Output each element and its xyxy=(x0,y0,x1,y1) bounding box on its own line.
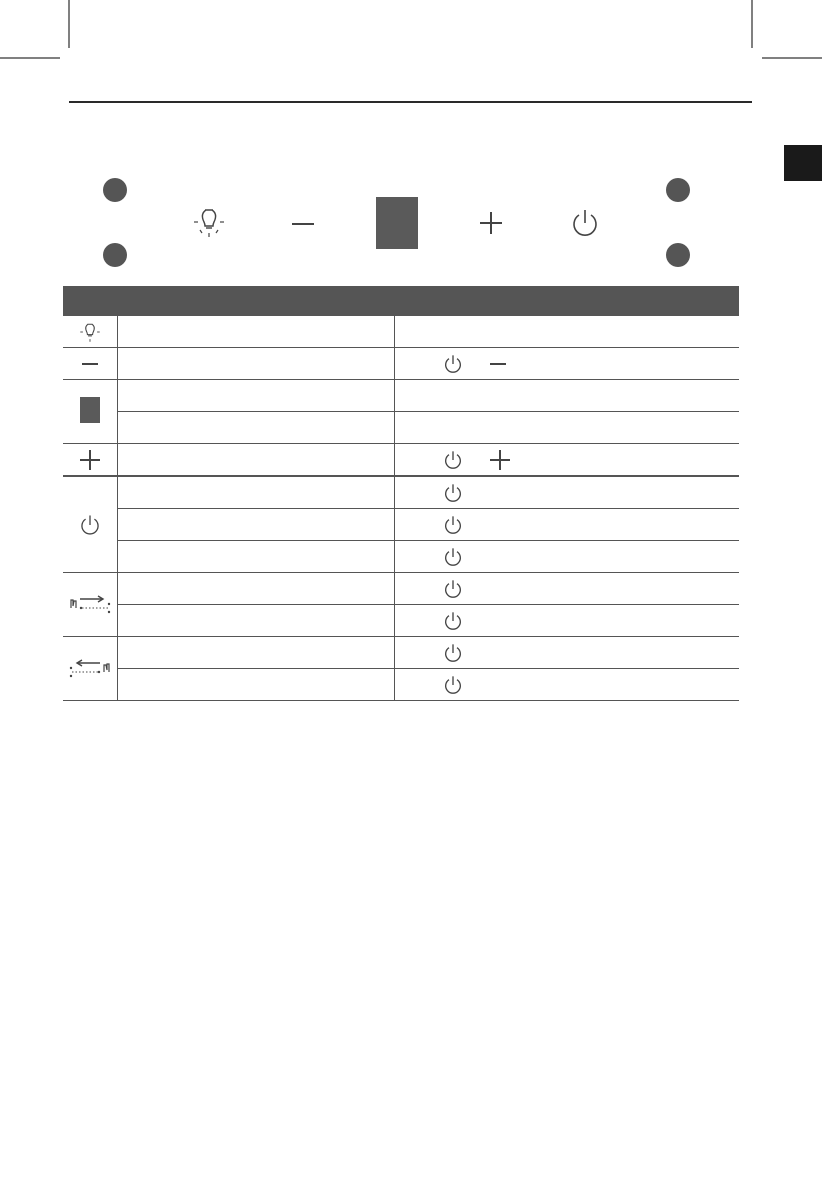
note-cell xyxy=(394,348,739,380)
minus-icon xyxy=(82,362,98,366)
power-icon xyxy=(443,515,463,535)
plus-icon xyxy=(490,450,510,470)
display-box xyxy=(80,397,100,423)
table-row xyxy=(63,444,739,477)
swipe-right-icon xyxy=(68,594,112,616)
note-cell xyxy=(394,541,739,573)
function-cell xyxy=(117,573,394,605)
power-icon xyxy=(443,611,463,631)
table-row xyxy=(63,476,739,509)
minus-icon[interactable] xyxy=(292,222,314,226)
table-row xyxy=(63,541,739,573)
power-icon xyxy=(443,354,463,374)
light-bulb-icon xyxy=(79,321,101,343)
function-cell xyxy=(117,509,394,541)
table-row xyxy=(63,669,739,701)
table-row xyxy=(63,412,739,444)
header-rule xyxy=(69,101,752,103)
table-header-row xyxy=(63,286,739,316)
power-icon xyxy=(443,643,463,663)
table-row xyxy=(63,316,739,348)
table-row xyxy=(63,605,739,637)
control-panel-diagram xyxy=(0,170,822,280)
power-icon xyxy=(79,514,101,536)
note-cell xyxy=(394,509,739,541)
power-icon xyxy=(443,579,463,599)
function-cell xyxy=(117,444,394,477)
indicator-dot-bottom-left xyxy=(103,243,127,267)
table-row xyxy=(63,380,739,412)
table-header-cell xyxy=(63,286,117,316)
table-row xyxy=(63,509,739,541)
function-cell xyxy=(117,541,394,573)
function-cell xyxy=(117,348,394,380)
power-icon xyxy=(443,547,463,567)
minus-icon xyxy=(490,362,506,366)
table-header-cell xyxy=(394,286,739,316)
note-cell xyxy=(394,444,739,477)
table-header-cell xyxy=(117,286,394,316)
note-cell xyxy=(394,380,739,412)
note-cell xyxy=(394,316,739,348)
power-icon[interactable] xyxy=(570,208,600,238)
indicator-dot-bottom-right xyxy=(666,243,690,267)
light-bulb-icon[interactable] xyxy=(192,206,226,238)
function-cell xyxy=(117,637,394,669)
crop-marks xyxy=(0,0,822,70)
note-cell xyxy=(394,637,739,669)
indicator-dot-top-left xyxy=(103,178,127,202)
function-cell xyxy=(117,669,394,701)
power-icon xyxy=(443,483,463,503)
power-icon xyxy=(443,675,463,695)
table-row xyxy=(63,637,739,669)
function-cell xyxy=(117,316,394,348)
function-cell xyxy=(117,605,394,637)
function-cell xyxy=(117,380,394,412)
plus-icon[interactable] xyxy=(480,212,502,234)
power-icon xyxy=(443,450,463,470)
swipe-left-icon xyxy=(68,658,112,680)
display-box xyxy=(376,197,418,249)
note-cell xyxy=(394,412,739,444)
function-cell xyxy=(117,476,394,509)
note-cell xyxy=(394,605,739,637)
controls-table xyxy=(63,286,739,701)
note-cell xyxy=(394,476,739,509)
indicator-dot-top-right xyxy=(666,178,690,202)
function-cell xyxy=(117,412,394,444)
table-row xyxy=(63,348,739,380)
note-cell xyxy=(394,669,739,701)
note-cell xyxy=(394,573,739,605)
table-row xyxy=(63,573,739,605)
plus-icon xyxy=(80,450,100,470)
